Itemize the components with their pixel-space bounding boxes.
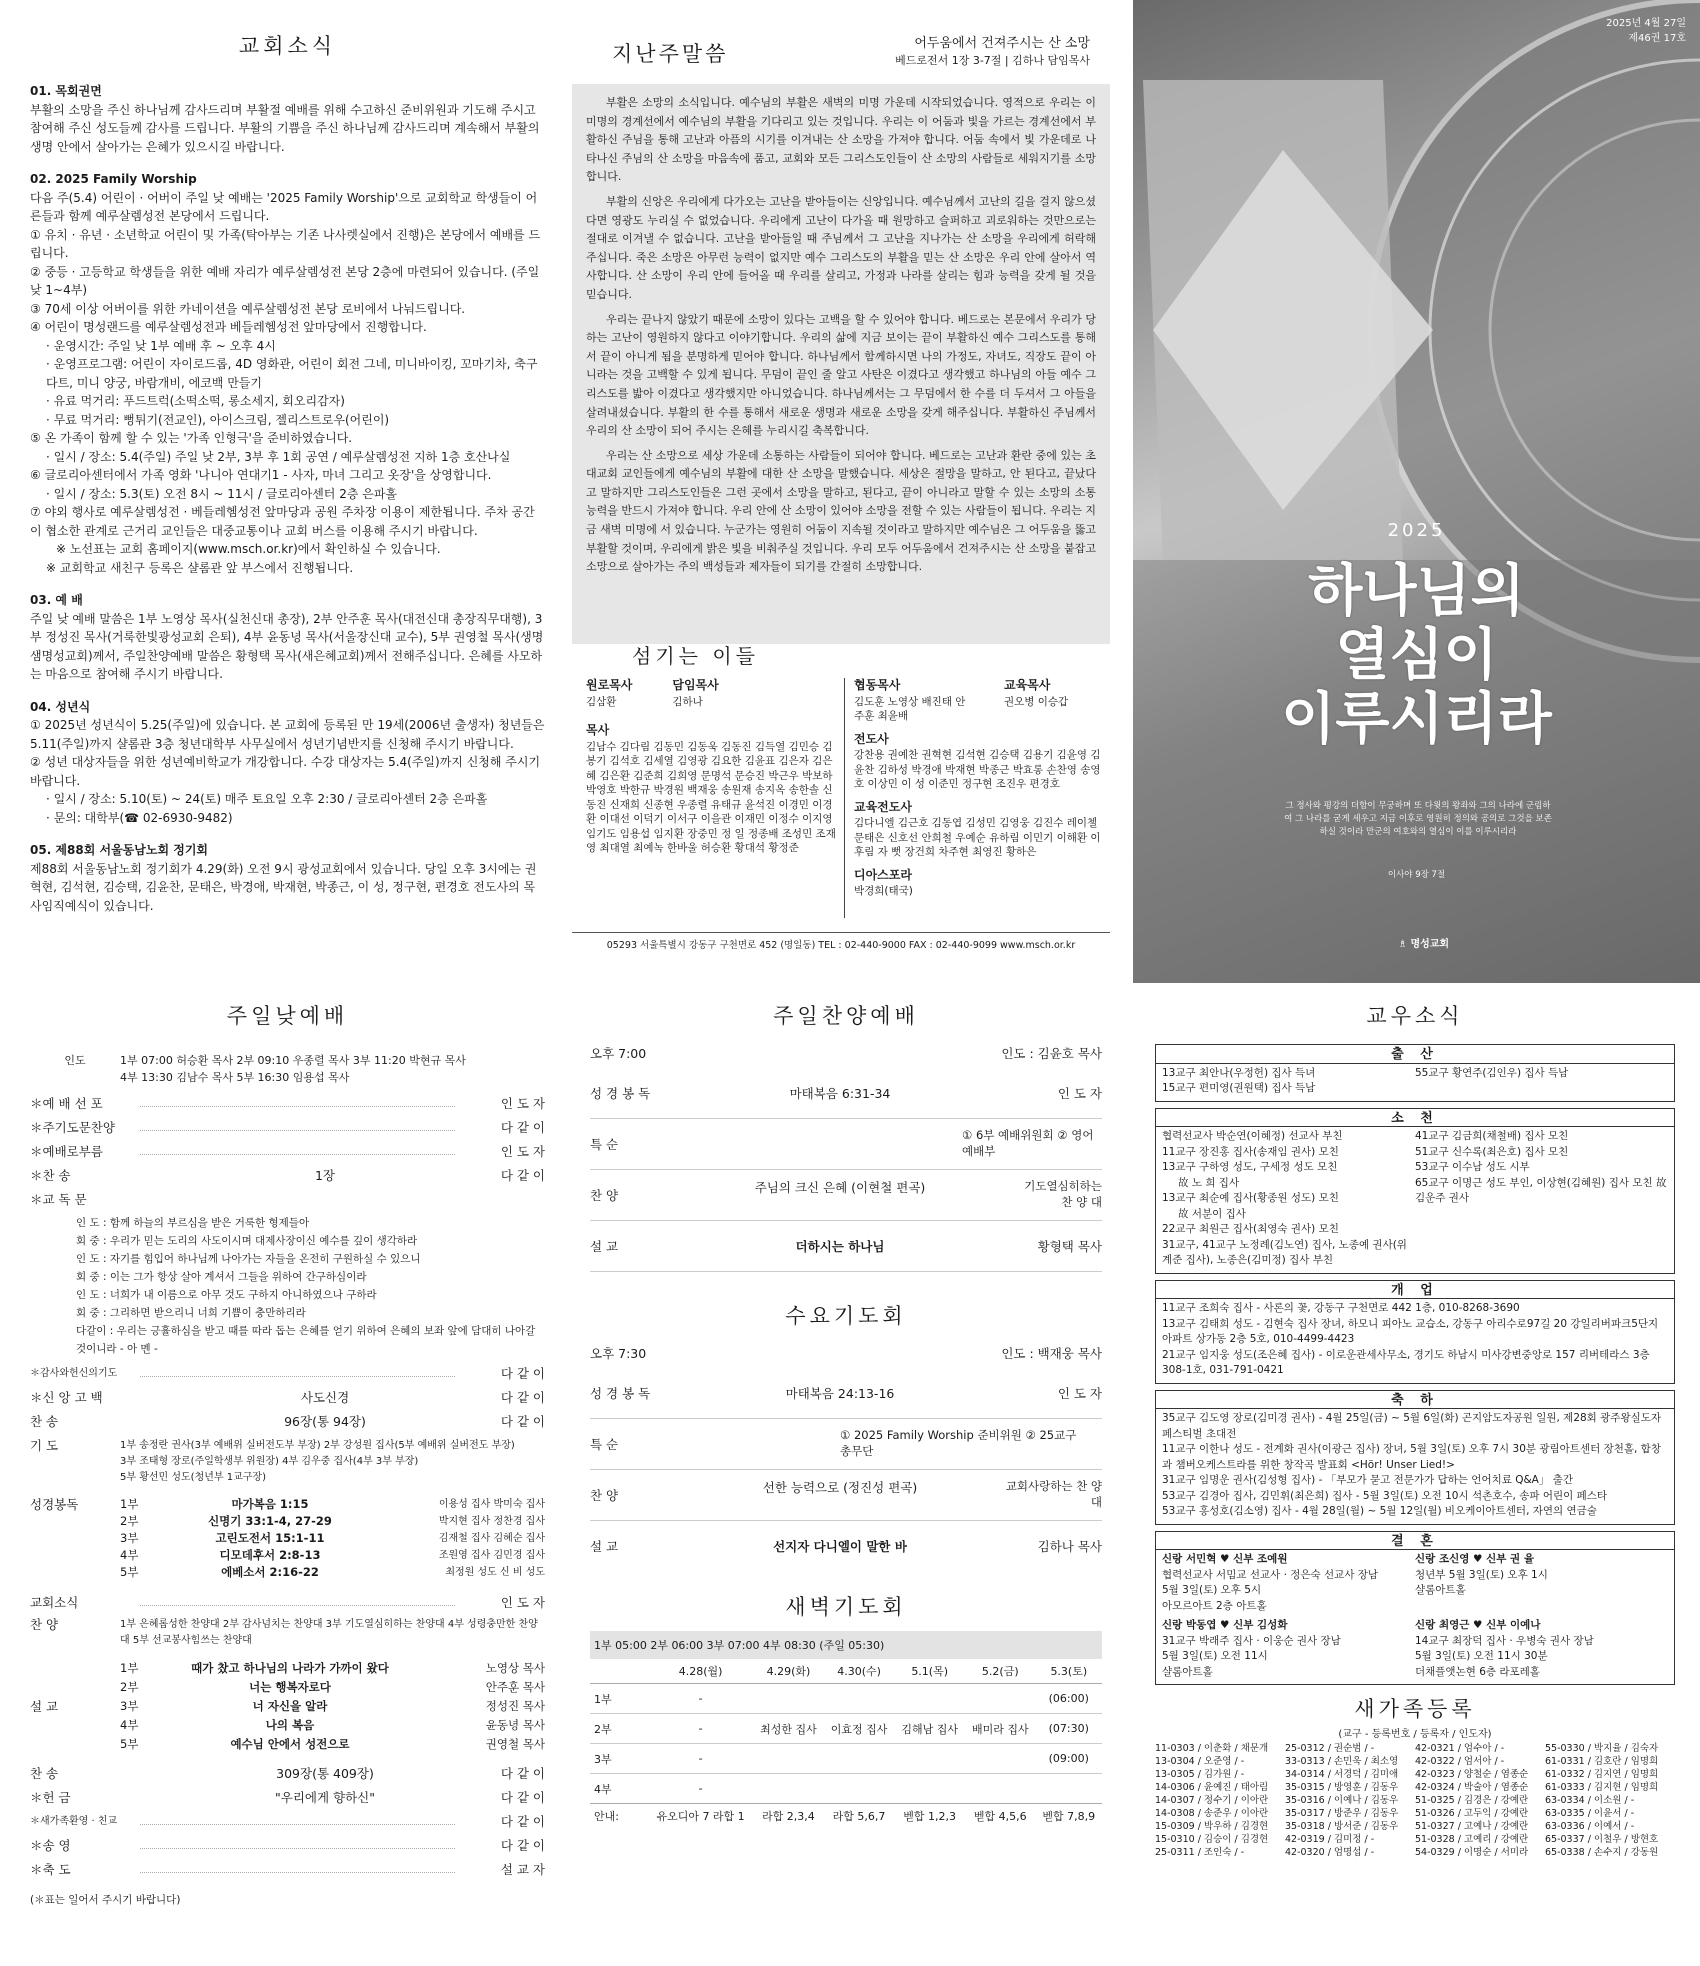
sermon-paragraph: 부활의 신앙은 우리에게 다가오는 고난을 받아들이는 신앙입니다. 예수님께서 고난의 길을 걸지 않으셨다면 영광도 누리실 수 없었습니다. 우리에게 고난이 다가올 때 원망하고 슬퍼하고 괴로워하는 것만으로는 절대로 이겨낼 수 없습니다. 고난을 받아들일 때 주님께서 그 고난을 지나가는 산 소망을 우리에게 허락해 주십니다. 죽은 소망은 아무런 능력이 없지만 예수 그리스도의 부활을 믿는 산 소망은 우리 안에 살아서 역사합니다. 산 소망이 우리 안에 들어올 때 우리를 살리고, 가정과 나라를 살리는 힘과 능력을 갖게 될 것을 믿습니다. <box>586 194 1096 301</box>
responsive-line: 다같이 : 우리는 긍휼하심을 받고 때를 따라 돕는 은혜를 얻기 위하여 은혜의 보좌 앞에 담대히 나아갈 것이니라 - 아 멘 - <box>76 1325 536 1355</box>
choir-list: 1부 은혜롭성한 찬양대 2부 감사넘치는 찬양대 3부 기도열심히하는 찬양대 4부 성령충만한 찬양대 5부 선교봉사힘쓰는 찬양대 <box>120 1619 538 1646</box>
sermon-header <box>572 30 1110 78</box>
news-section-3-heading: 03. 예 배 <box>30 593 83 607</box>
service-row: 특 순 ① 6부 예배위원회 ② 영어예배부 <box>590 1119 1102 1170</box>
wedding-item: 아모르아트 2층 아트홀 <box>1162 1599 1267 1612</box>
cover-verse-reference: 이사야 9장 7절 <box>1387 870 1446 880</box>
responsive-line: 회 중 : 우리가 믿는 도리의 사도이시며 대제사장이신 예수를 깊이 생각하라 <box>76 1235 418 1247</box>
service-row: 성 경 봉 독 마태복음 6:31-34 인 도 자 <box>590 1068 1102 1119</box>
opening-section <box>1155 1280 1675 1384</box>
service-row: 찬 양 주님의 크신 은혜 (이현철 편곡) 기도열심히하는 찬 양 대 <box>590 1170 1102 1221</box>
prayer-label: 기 도 <box>30 1438 59 1453</box>
staff-title: 섬기는 이들 <box>632 644 759 668</box>
wedding-item: 신랑 조신영 ♥ 신부 권 율 <box>1415 1553 1534 1565</box>
birth-title: 출 산 <box>1156 1047 1674 1064</box>
birth-section <box>1155 1044 1675 1102</box>
order-row <box>30 1412 545 1436</box>
sunday-order-part3 <box>30 1764 545 1884</box>
congratulation-item: 31교구 임명운 권사(김성형 집사) - 「부모가 묻고 전문가가 답하는 언어치료 Q&A」 출간 <box>1162 1474 1573 1486</box>
wedding-item: 신랑 최영근 ♥ 신부 이예나 <box>1415 1619 1541 1631</box>
new-family-column: 25-0312 / 권순범 / - 33-0313 / 손민욱 / 최소영 34-0314 / 서경덕 / 김미애 35-0315 / 방영훈 / 김동우 35-0316 / 이예나 / 김동우 35-0317 / 방준우 / 김동우 35-0318 / 방서준 / 김동우 42-0319 / 김미정 / - 42-0320 / 엄명섭 / - <box>1285 1743 1399 1858</box>
news-item: · 유료 먹거리: 푸드트럭(소떡소떡, 롱소세지, 회오리감자) <box>46 394 345 408</box>
dawn-row: 4부 - <box>590 1774 1102 1804</box>
new-family-column: 11-0303 / 이춘화 / 채문개 13-0304 / 오준영 / - 13-0305 / 김가원 / - 14-0306 / 윤예진 / 태아림 14-0307 / 정수기 / 이아란 14-0308 / 송준우 / 이아란 15-0309 / 박우하 / 김경현 15-0310 / 김승이 / 김경현 25-0311 / 조인숙 / - <box>1155 1743 1269 1858</box>
dawn-guide-row: 안내: 유오디아 7 라합 1 라합 2,3,4 라합 5,6,7 벧합 1,2,3 벧합 4,5,6 벧합 7,8,9 <box>594 1810 1096 1823</box>
news-section-5-heading: 05. 제88회 서울동남노회 정기회 <box>30 843 209 857</box>
congratulation-section <box>1155 1390 1675 1525</box>
death-item: 故 서분이 집사 <box>1178 1207 1246 1220</box>
news-item: ① 2025년 성년식이 5.25(주일)에 있습니다. 본 교회에 등록된 만 19세(2006년 출생자) 청년들은 5.11(주일)까지 샬롬관 3층 청년대학부 사무실에서 성년기념반지를 신청해 주시기 바랍니다. <box>30 718 545 751</box>
readings-row <box>30 1496 545 1581</box>
birth-item: 55교구 황연주(김인우) 집사 득남 <box>1415 1066 1569 1079</box>
sermons-row <box>30 1659 545 1754</box>
reading-line: 1부 마가복음 1:15 이용성 집사 박미숙 집사 <box>120 1497 545 1511</box>
sermon-line: 3부 너 자신을 알라 정성진 목사 <box>120 1699 545 1713</box>
wedding-item: 더채플앳논현 6층 라포레홀 <box>1415 1665 1540 1678</box>
congratulation-title: 축 하 <box>1156 1393 1674 1410</box>
order-row <box>30 1593 545 1617</box>
new-family-column: 42-0321 / 엄수아 / - 42-0322 / 엄서아 / - 42-0323 / 양철순 / 염종순 42-0324 / 박술아 / 염종순 51-0325 / 김경은 / 강예란 51-0326 / 고두익 / 강예란 51-0327 / 고예나 / 강예란 51-0328 / 고예리 / 강예란 54-0329 / 이명순 / 서미라 <box>1415 1743 1529 1858</box>
pastors-list: 김남수 김다림 김동민 김동욱 김동진 김득열 김민승 김봉기 김석호 김세열 김영광 김요한 김윤표 김은자 김은혜 김은환 김준희 김희영 문명석 문승진 박근우 박보하 박영호 박한규 박경원 백재웅 송원재 송지옥 송한솔 신동진 신재희 신종현 우종렬 유태규 윤석진 이경민 이경환 이대선 이덕기 이서구 이을관 이재민 이정수 이지영 임기도 임용섭 임지환 장중민 정 일 정종배 조성민 조재영 최대열 최예녹 한바울 허승환 황대석 황정준 <box>586 740 836 854</box>
wedding-item <box>1415 1599 1668 1615</box>
wedding-item: 협력선교사 서밈교 선교사 · 정은숙 선교사 장남 <box>1162 1568 1379 1581</box>
opening-item: 13교구 김태희 성도 - 김현숙 집사 장녀, 하모니 피아노 교습소, 강동구 아리수로97길 20 강일리버파크5단지아파트 상가동 2층 5호, 010-4499-4423 <box>1162 1317 1659 1345</box>
standing-note: (＊표는 일어서 주시기 바랍니다) <box>30 1894 181 1906</box>
birth-item: 15교구 편미영(권원택) 집사 득남 <box>1162 1082 1316 1094</box>
sunday-worship-panel <box>30 1000 545 1950</box>
news-item: · 문의: 대학부(☎ 02-6930-9482) <box>46 810 233 825</box>
service-row: 설 교 선지자 다니엘이 말한 바 김하나 목사 <box>590 1539 1102 1554</box>
order-leader: 인 도 자 <box>500 1144 545 1159</box>
order-label: ＊찬 송 <box>30 1168 71 1183</box>
wedding-section <box>1155 1531 1675 1686</box>
wedding-item: 청년부 5월 3일(토) 오후 1시 <box>1415 1568 1548 1581</box>
cover-title-line: 열심이 <box>1335 623 1498 688</box>
reading-line: 3부 고린도전서 15:1-11 김재철 집사 김혜순 집사 <box>120 1531 545 1545</box>
order-label: ＊예배로부름 <box>30 1144 103 1159</box>
lead-pastor-name: 김하나 <box>672 695 703 708</box>
service-row: 설 교 더하시는 하나님 황형택 목사 <box>590 1221 1102 1272</box>
prayer-line: 1부 송정란 권사(3부 예배위 실버전도부 부장) 2부 강성원 집사(5부 예배위 실버전도 부장) <box>120 1440 515 1451</box>
order-row: ＊송 영 다 같 이 <box>30 1838 545 1853</box>
news-item: · 일시 / 장소: 5.4(주일) 주일 낮 2부, 3부 후 1회 공연 / 예루살렘성전 지하 1층 호산나실 <box>46 449 511 464</box>
responsive-line: 인 도 : 자기를 힘입어 하나님께 나아가는 자들을 온전히 구원하실 수 있으니 <box>76 1253 421 1265</box>
news-item: ※ 노선표는 교회 홈페이지(www.msch.or.kr)에서 확인하실 수 있습니다. <box>56 542 441 556</box>
sunday-leaders <box>30 1052 545 1086</box>
sunday-order-part1 <box>30 1094 545 1214</box>
order-row <box>30 1094 545 1118</box>
staff-divider <box>844 678 845 918</box>
order-leader: 인 도 자 <box>500 1096 545 1111</box>
cover-year: 2025 <box>1387 520 1446 541</box>
sermon-paragraph: 우리는 끝나지 않았기 때문에 소망이 있다는 고백을 할 수 있어야 합니다. 베드로는 본문에서 우리가 당하는 고난이 영원하지 않다고 이야기합니다. 우리의 삶에 지금 보이는 끝이 부활하신 예수 그리스도를 통해서 끝이 아니게 됨을 분명하게 믿어야 합니다. 하나님께서 함께하시면 나의 가정도, 자녀도, 직장도 끝이 아니라는 것을 고백할 수 있게 됩니다. 무덤이 끝인 줄 알고 사탄은 이겼다고 생각했고 하나님의 아들 예수 그리스도를 밟아 이겼다고 생각했지만 아니었습니다. 하나님께서는 그 무덤에서 한 수를 더 두셔서 그 아들을 살려내셨습니다. 부활의 한 수를 통해서 새로운 생명과 새로운 소망을 갖게 해주십니다. 부활하신 주님께서 우리의 산 소망이 되어 주시는 은혜를 누리시길 축복합니다. <box>586 312 1096 438</box>
order-row <box>30 1166 545 1190</box>
praise-leader: 인도 : 김윤호 목사 <box>1001 1046 1102 1061</box>
edu-pastor-label: 교육목사 <box>1004 678 1051 692</box>
news-section-3-text: 주일 낮 예배 말씀은 1부 노영상 목사(실천신대 총장), 2부 안주훈 목사(대전신대 총장직무대행), 3부 정성진 목사(거룩한빛광성교회 은퇴), 4부 윤동녕 목사(서울장신대 교수), 5부 권영철 목사(생명샘명성교회)께서, 주일찬양예배 말씀은 황형택 목사(새은혜교회)께서 전해주십니다. 은혜를 사모하는 마음으로 참여해 주시기 바랍니다. <box>30 611 544 681</box>
sermon-subtitle: 어두움에서 건져주시는 산 소망 <box>914 36 1090 51</box>
praise-order <box>590 1068 1102 1272</box>
prayer-line: 5부 황선민 성도(청년부 1교구장) <box>120 1472 266 1483</box>
news-section-2-list <box>30 226 545 578</box>
church-news-panel <box>30 30 545 960</box>
death-item: 13교구 구하영 성도, 구세정 성도 모친 <box>1162 1161 1338 1173</box>
congratulation-item: 11교구 이한나 성도 - 전계화 권사(이광근 집사) 장녀, 5월 3일(토) 오후 7시 30분 광림아트센터 장천홀, 합창과 챔버오케스트라를 위한 창작곡 발표회 <Hör! Unser Lied!> <box>1162 1443 1661 1471</box>
news-item: · 운영프로그램: 어린이 자이로드롭, 4D 영화관, 어린이 회전 그네, 미니바이킹, 꼬마기차, 축구다트, 미니 양궁, 바람개비, 에코백 만들기 <box>46 357 538 390</box>
praise-service-header <box>590 1044 1102 1062</box>
sermon-line: 5부 예수님 안에서 성전으로 권영철 목사 <box>120 1737 545 1751</box>
cover-church-logo: ♗ 명성교회 <box>1398 939 1450 950</box>
death-item: 22교구 최원근 집사(최영숙 권사) 모친 <box>1162 1223 1339 1235</box>
sunday-worship-title: 주일낮예배 <box>226 1004 349 1028</box>
wednesday-service-title: 수요기도회 <box>785 1304 907 1328</box>
order-row <box>30 1142 545 1166</box>
dawn-times: 1부 05:00 2부 06:00 3부 07:00 4부 08:30 (주일 05:30) <box>590 1631 1102 1659</box>
dawn-row: 2부 - 최성한 집사 이효정 집사 김해남 집사 배미라 집사 (07:30) <box>590 1714 1102 1744</box>
new-family-header: (교구 - 등록번호 / 등록자 / 인도자) <box>1338 1729 1492 1740</box>
wedding-title: 결 혼 <box>1156 1534 1674 1551</box>
members-news-panel <box>1155 1000 1675 1950</box>
responsive-line: 인 도 : 너희가 내 이름으로 아무 것도 구하지 아니하였으나 구하라 <box>76 1289 377 1301</box>
evangelists-list: 강찬용 권예찬 권혁현 김석현 김승택 김용기 김윤영 김윤찬 김하성 박경애 박재현 박종근 박효롱 손찬영 송영호 이상민 이 성 이준민 정구현 조진우 편경호 <box>854 749 1101 790</box>
news-item: ⑥ 글로리아센터에서 가족 영화 '나니아 연대기1 - 사자, 마녀 그리고 옷장'을 상영합니다. <box>30 468 492 482</box>
death-item: 65교구 이명근 성도 부인, 이상현(김혜원) 집사 모친 故 김운주 권사 <box>1415 1176 1667 1204</box>
wedding-item: 5월 3일(토) 오전 11시 <box>1162 1650 1268 1662</box>
sermons-label: 설 교 <box>30 1699 59 1714</box>
sunday-order-part2 <box>30 1364 545 1436</box>
wedding-item: 샬롬아트홀 <box>1415 1584 1466 1596</box>
opening-item: 21교구 임지웅 성도(조은혜 집사) - 이로운관세사무소, 경기도 하남시 미사강변중앙로 157 리버테라스 3층 308-1호, 031-791-0421 <box>1162 1348 1650 1376</box>
church-news-title: 교회소식 <box>238 34 337 58</box>
order-content: 1장 <box>190 1166 460 1184</box>
new-family-list <box>1155 1742 1675 1859</box>
order-leader: 인 도 자 <box>500 1595 545 1610</box>
assoc-pastor-label: 협동목사 <box>854 678 901 692</box>
wedding-item: 31교구 박래주 집사 · 이웅순 권사 장남 <box>1162 1634 1341 1647</box>
news-item: ① 유치 · 유년 · 소년학교 어린이 및 가족(탁아부는 기존 나사렛실에서 진행)은 본당에서 예배를 드립니다. <box>30 227 541 260</box>
dawn-header-row: 4.28(월) 4.29(화) 4.30(수) 5.1(목) 5.2(금) 5.3(토) <box>590 1659 1102 1684</box>
evangelists-label: 전도사 <box>854 731 889 746</box>
edu-evangelists-label: 교육전도사 <box>854 799 912 814</box>
sermon-summary-box <box>572 84 1110 644</box>
congratulation-item: 53교구 김경아 집사, 김민휘(최은희) 집사 - 5월 3일(토) 오전 10시 석촌호수, 송파 어린이 페스타 <box>1162 1489 1608 1502</box>
dawn-prayer-title: 새벽기도회 <box>785 1595 907 1619</box>
service-row: 성 경 봉 독 마태복음 24:13-16 인 도 자 <box>590 1368 1102 1419</box>
death-item: 11교구 장진홍 집사(송재임 권사) 모친 <box>1162 1145 1339 1158</box>
wedding-item: 5월 3일(토) 오후 5시 <box>1162 1584 1262 1596</box>
wednesday-service-header <box>590 1344 1102 1362</box>
cover-title <box>1133 560 1700 752</box>
praise-time: 오후 7:00 <box>590 1046 647 1061</box>
diaspora-list: 박경희(태국) <box>854 885 913 897</box>
order-row <box>30 1118 545 1142</box>
news-item: ② 중등 · 고등학교 학생들을 위한 예배 자리가 예루살렘성전 본당 2층에 마련되어 있습니다. (주일 낮 1~4부) <box>30 264 540 297</box>
order-label: ＊예 배 선 포 <box>30 1096 103 1111</box>
praise-service-title: 주일찬양예배 <box>773 1004 919 1028</box>
wedding-item: 5월 3일(토) 오전 11시 30분 <box>1415 1650 1548 1662</box>
death-item: 51교구 신수록(최은호) 집사 모친 <box>1415 1145 1569 1158</box>
news-item: ⑦ 야외 행사로 예루살렘성전 · 베들레헴성전 앞마당과 공원 주차장 이용이 제한됩니다. 주차 공간이 협소한 관계로 근거리 교인들은 대중교통이나 교회 버스를 이용해 주시기 바랍니다. <box>30 505 535 538</box>
reading-line: 2부 신명기 33:1-4, 27-29 박지현 집사 정찬경 집사 <box>120 1514 545 1528</box>
order-row <box>30 1364 545 1388</box>
cover-title-line: 하나님의 <box>1308 559 1525 624</box>
order-leader: 다 같 이 <box>500 1414 545 1429</box>
wednesday-leader: 인도 : 백재웅 목사 <box>1001 1346 1102 1361</box>
wedding-item: 신랑 박동엽 ♥ 신부 김성화 <box>1162 1619 1288 1631</box>
death-title: 소 천 <box>1156 1111 1674 1128</box>
diaspora-label: 디아스포라 <box>854 867 912 882</box>
opening-item: 11교구 조희숙 집사 - 사론의 꽃, 강동구 구천면로 442 1층, 010-8268-3690 <box>1162 1302 1520 1314</box>
dawn-row: 1부 - (06:00) <box>590 1684 1102 1714</box>
wedding-item: 샬롬아트홀 <box>1162 1665 1213 1678</box>
order-row: ＊축 도 설 교 자 <box>30 1862 545 1877</box>
sermon-line: 1부 때가 찼고 하나님의 나라가 가까이 왔다 노영상 목사 <box>120 1661 545 1675</box>
order-content: 사도신경 <box>300 1390 350 1405</box>
reading-line: 4부 디모데후서 2:8-13 조원영 집사 김민경 집사 <box>120 1548 545 1562</box>
sermon-paragraph: 우리는 산 소망으로 세상 가운데 소통하는 사람들이 되어야 합니다. 베드로는 고난과 환란 중에 있는 초대교회 교인들에게 예수님의 부활에 대한 산 소망을 말했습니다. 세상은 절망을 말하고, 안 된다고, 끝났다고 말하지만 그리스도인들은 그런 곳에서 소망을 말하고, 된다고, 끝이 아니라고 말할 수 있는 소망의 소통 능력을 반드시 가져야 합니다. 우리 안에 산 소망이 있어야 소망을 전할 수 있는 사람들이 됩니다. 우리는 지금 새벽 미명에 서 있습니다. 누군가는 영원히 어둠이 지속될 것이라고 말하지만 예수님은 그 어두움을 뚫고 부활할 것이며, 우리에게 밝은 빛을 비춰주실 것입니다. 우리 모두 어두움에서 건져주시는 산 소망을 붙잡고 소망으로 살아가는 주의 백성들과 제자들이 되기를 간절히 소망합니다. <box>586 448 1096 574</box>
birth-item: 13교구 최안나(우정헌) 집사 득녀 <box>1162 1066 1316 1079</box>
sermon-line: 2부 너는 행복자로다 안주훈 목사 <box>120 1680 545 1694</box>
evening-services-panel <box>590 1000 1102 1950</box>
wedding-item: 신랑 서민혁 ♥ 신부 조예원 <box>1162 1553 1288 1565</box>
staff-left-column <box>586 670 836 856</box>
pastors-label: 목사 <box>586 723 610 737</box>
church-address-footer: 05293 서울특별시 강동구 구천면로 452 (명일동) TEL : 02-440-9000 FAX : 02-440-9099 www.msch.or.kr <box>572 932 1110 951</box>
readings-label: 성경봉독 <box>30 1497 79 1512</box>
death-item: 협력선교사 박순연(이혜정) 선교사 부친 <box>1162 1130 1343 1142</box>
news-item: ③ 70세 이상 어버이를 위한 카네이션을 예루살렘성전 본당 로비에서 나눠드립니다. <box>30 301 466 316</box>
order-label: ＊주기도문찬양 <box>30 1120 115 1135</box>
cover-issue-info: 2025년 4월 27일 제46권 17호 <box>1606 18 1686 44</box>
sunday-leaders-line: 1부 07:00 허승환 목사 2부 09:10 우종렬 목사 3부 11:20 박현규 목사 <box>120 1054 466 1067</box>
news-item: · 무료 먹거리: 뻥튀기(전교인), 아이스크림, 젤리스트로우(어린이) <box>46 412 390 427</box>
order-leader: 다 같 이 <box>500 1366 545 1381</box>
prayer-row <box>30 1438 545 1486</box>
members-news-title: 교우소식 <box>1366 1004 1464 1028</box>
order-label: ＊신 앙 고 백 <box>30 1390 103 1405</box>
edu-evangelists-list: 김다니엘 김근호 김동엽 김성민 김영웅 김진수 레이첼 문태은 신호선 안희철 우예순 유하림 이민기 이해환 이후림 자 뻣 장건희 차주현 최영진 황하은 <box>854 817 1101 858</box>
news-item: ※ 교회학교 새친구 등록은 샬롬관 앞 부스에서 진행됩니다. <box>46 560 354 575</box>
death-item: 53교구 이수남 성도 시부 <box>1415 1161 1530 1173</box>
death-item: 31교구, 41교구 노정례(김노연) 집사, 노종예 권사(위계준 집사), 노종은(김미정) 집사 부친 <box>1162 1238 1407 1266</box>
news-section-2-intro: 다음 주(5.4) 어린이 · 어버이 주일 낮 예배는 '2025 Family Worship'으로 교회학교 학생들이 어른들과 함께 예루살렘성전 본당에서 드립니다. <box>30 190 538 223</box>
congratulation-item: 53교구 홍성호(김소영) 집사 - 4월 28일(월) ~ 5월 12일(월) 비오케이아트센터, 자연의 연금술 <box>1162 1505 1597 1517</box>
edu-pastor-names: 권오병 이승갑 <box>1004 695 1069 708</box>
opening-title: 개 업 <box>1156 1283 1674 1300</box>
service-row: 찬 양 선한 능력으로 (정진성 편곡) 교회사랑하는 찬 양 대 <box>590 1470 1102 1521</box>
news-item: · 운영시간: 주일 낮 1부 예배 후 ~ 오후 4시 <box>46 338 276 353</box>
sermon-line: 4부 나의 복음 윤동녕 목사 <box>120 1718 545 1732</box>
wednesday-time: 오후 7:30 <box>590 1346 647 1361</box>
news-section-1-heading: 01. 목회권면 <box>30 84 102 98</box>
order-label: ＊감사와헌신의기도 <box>30 1368 118 1379</box>
news-section-4-heading: 04. 성년식 <box>30 699 91 714</box>
cover-verse: 그 정사와 평강의 더함이 무궁하며 또 다윗의 왕좌와 그의 나라에 군림하여 그 나라를 굳게 세우고 지금 이후로 영원히 정의와 공의로 그것을 보존하실 것이라 만군의 여호와의 열심이 이를 이루시리라 <box>1284 801 1552 837</box>
order-row: ＊새가족환영 · 친교 다 같 이 <box>30 1814 545 1829</box>
responsive-line: 회 중 : 그리하면 받으리니 너희 기쁨이 충만하리라 <box>76 1307 306 1319</box>
dawn-row: 3부 - (09:00) <box>590 1744 1102 1774</box>
prayer-line: 3부 조태형 장로(주일학생부 위원장) 4부 김우중 집사(4부 3부 부장) <box>120 1456 419 1467</box>
news-item: ④ 어린이 명성랜드를 예루살렘성전과 베들레헴성전 앞마당에서 진행합니다. <box>30 320 427 334</box>
news-item: · 일시 / 장소: 5.3(토) 오전 8시 ~ 11시 / 글로리아센터 2층 은파홀 <box>46 486 398 501</box>
death-section <box>1155 1108 1675 1274</box>
new-family-column: 55-0330 / 박지율 / 김숙자 61-0331 / 김호란 / 임명희 61-0332 / 김지연 / 임명희 61-0333 / 김지현 / 임명희 63-0334 / 이소원 / - 63-0335 / 이윤서 / - 63-0336 / 이예서 / - 65-0337 / 이철우 / 방현호 65-0338 / 손수지 / 강동원 <box>1545 1743 1659 1858</box>
order-label: 교회소식 <box>30 1595 79 1610</box>
order-row: 찬 송 309장(통 409장) 다 같 이 <box>30 1766 545 1781</box>
sunday-leaders-line: 4부 13:30 김남수 목사 5부 16:30 임용섭 목사 <box>120 1071 350 1084</box>
order-row <box>30 1190 545 1214</box>
senior-pastor-name: 김삼환 <box>586 695 617 708</box>
senior-pastor-label: 원로목사 <box>586 678 633 692</box>
order-row: ＊헌 금 "우리에게 향하신" 다 같 이 <box>30 1790 545 1805</box>
wednesday-order <box>590 1368 1102 1571</box>
sermon-panel <box>572 30 1110 960</box>
assoc-pastor-names: 김도훈 노영상 배진태 안주훈 최윤배 <box>854 695 966 722</box>
news-section-1-text: 부활의 소망을 주신 하나님께 감사드리며 부활절 예배를 위해 수고하신 준비위원과 기도해 주시고 참여해 주신 성도들께 감사를 드립니다. 부활의 기쁨을 주신 하나님께 감사드리며 계속해서 부활의 생명 안에서 살아가는 은혜가 있으시길 바랍니다. <box>30 102 540 154</box>
dawn-schedule-table <box>590 1659 1102 1828</box>
cover-title-line: 이루시리라 <box>1281 687 1552 752</box>
lead-pastor-label: 담임목사 <box>672 678 719 692</box>
news-item: ⑤ 온 가족이 함께 할 수 있는 '가족 인형극'을 준비하였습니다. <box>30 431 353 445</box>
death-item: 41교구 김금희(채철배) 집사 모친 <box>1415 1130 1569 1142</box>
order-label: ＊교 독 문 <box>30 1192 87 1207</box>
responsive-reading <box>30 1214 545 1358</box>
cover-church-name: 명성교회 <box>1410 939 1450 950</box>
news-section-2-heading: 02. 2025 Family Worship <box>30 172 197 186</box>
order-leader: 다 같 이 <box>500 1120 545 1135</box>
responsive-line: 회 중 : 이는 그가 항상 살아 계셔서 그들을 위하여 간구하심이라 <box>76 1271 367 1283</box>
order-content: 96장(통 94장) <box>284 1414 366 1429</box>
sermon-section-title: 지난주말씀 <box>612 42 729 66</box>
staff-right-column <box>854 670 1104 899</box>
death-item: 13교구 최순예 집사(황종원 성도) 모친 <box>1162 1192 1339 1204</box>
reading-line: 5부 에베소서 2:16-22 최정원 성도 신 비 성도 <box>120 1565 545 1579</box>
news-item: · 일시 / 장소: 5.10(토) ~ 24(토) 매주 토요일 오후 2:30 / 글로리아센터 2층 은파홀 <box>46 792 488 806</box>
service-row: 특 순 ① 2025 Family Worship 준비위원 ② 25교구 총무단 <box>590 1419 1102 1470</box>
wedding-item: 14교구 최장덕 집사 · 우병숙 권사 장남 <box>1415 1634 1594 1647</box>
sermon-paragraph: 부활은 소망의 소식입니다. 예수님의 부활은 새벽의 미명 가운데 시작되었습니다. 영적으로 우리는 이 미명의 경계선에서 예수님의 부활을 기다리고 있는 것입니다. 우리는 이 어둠과 빛을 가르는 경계선에서 부활하신 주님을 통해 고난과 아픔의 시기를 이겨내는 산 소망을 가져야 합니다. 어둠 속에서 빛 가운데로 나타나신 주님의 산 소망을 마음속에 품고, 교회와 모든 그리스도인들이 산 소망의 사람들로 세워지기를 소망합니다. <box>586 96 1096 184</box>
news-item: ② 성년 대상자들을 위한 성년예비학교가 개강합니다. 수강 대상자는 5.4(주일)까지 신청해 주시기 바랍니다. <box>30 755 541 788</box>
new-family-title: 새가족등록 <box>1354 1697 1476 1721</box>
sermon-reference: 베드로전서 1장 3-7절 | 김하나 담임목사 <box>895 54 1090 67</box>
order-label: 찬 송 <box>30 1414 59 1429</box>
order-leader: 다 같 이 <box>500 1390 545 1405</box>
news-section-5-text: 제88회 서울동남노회 정기회가 4.29(화) 오전 9시 광성교회에서 있습니다. 당일 오후 3시에는 권혁현, 김석현, 김승택, 김윤찬, 문태은, 박경애, 박재현, 박종근, 이 성, 정구현, 편경호 전도사의 목사임직예식이 있습니다. <box>30 861 537 913</box>
choir-label: 찬 양 <box>30 1617 59 1632</box>
cover-panel <box>1133 0 1700 983</box>
church-news-body <box>30 82 545 915</box>
order-row <box>30 1388 545 1412</box>
order-leader: 다 같 이 <box>500 1168 545 1183</box>
sunday-leaders-label: 인도 <box>64 1054 86 1067</box>
congratulation-item: 35교구 김도영 장로(김미경 권사) - 4월 25일(금) ~ 5월 6일(화) 곤지암도자공원 일원, 제28회 광주왕실도자페스티벌 초대전 <box>1162 1412 1662 1440</box>
death-item: 故 노 희 집사 <box>1178 1176 1240 1189</box>
choir-row <box>30 1617 545 1649</box>
responsive-line: 인 도 : 함께 하늘의 부르심을 받은 거룩한 형제들아 <box>76 1217 310 1229</box>
